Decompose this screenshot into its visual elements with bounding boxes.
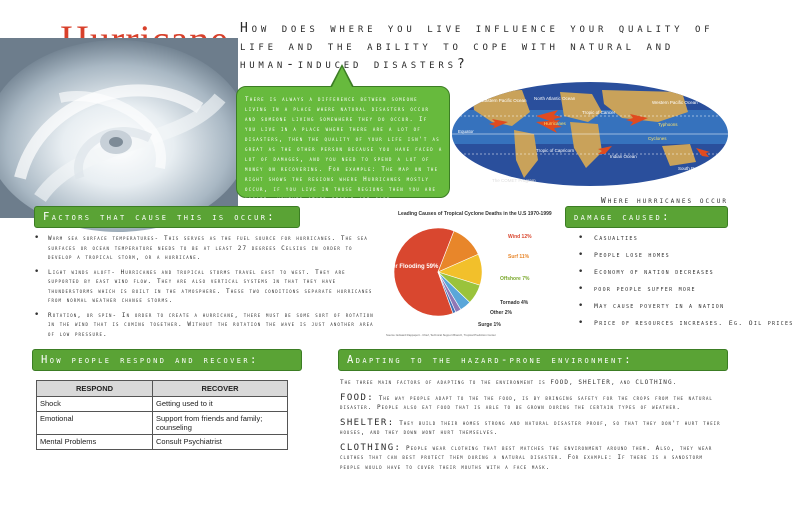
table-row (37, 435, 288, 450)
factors-heading: Factors that cause this is occur: (34, 206, 300, 228)
pie-data-label: Surge 1% (478, 322, 501, 328)
table-cell: Emotional (37, 412, 153, 435)
respond-heading: How people respond and recover: (32, 349, 302, 371)
chart-source: Source: Edward Rappaport - Chief, Technical Support Branch, Tropical Prediction Center (386, 333, 496, 337)
map-credit: The COMET Program (492, 178, 536, 183)
map-label-eastern-pacific: Eastern Pacific Ocean (482, 98, 527, 103)
pie-data-label: Surf 11% (508, 254, 530, 260)
damage-heading: damage caused: (565, 206, 728, 228)
deaths-pie-chart (365, 208, 570, 340)
adapt-section (340, 378, 728, 478)
food-text: The way people adapt to the the food, is by bringing safety for the crops from the natural disaster. People also eat food that is able to be grown during the certain types of weather. (340, 394, 713, 411)
list-item: • Light winds aloft- Hurricanes and tropical storms travel east to west. They are supported by east wind flow. They are also vertical systems in that they have thunderstorms which is built in the atmosphere. These two conditions separate hurricanes from normal weather change storms. (34, 268, 378, 306)
pie-data-label: Wind 12% (508, 234, 532, 240)
table-cell: Consult Psychiatrist (153, 435, 288, 450)
map-label-indian-ocean: Indian Ocean (610, 154, 637, 159)
list-item: • Rotation, or spin- In order to create a hurricane, there must be some sort of rotation in the wind that is coming together. Without the rotation the wave is just another area of low pressure. (34, 311, 378, 340)
map-label-cyclones: Cyclones (648, 136, 667, 141)
map-label-typhoons: Typhoons (658, 122, 678, 127)
list-item: • Price of resources increases. Eg. Oil prices (578, 319, 728, 328)
callout-box (236, 86, 450, 203)
callout-text: There is always a difference between someone living in a place where natural disasters occur and someone living somewhere they do occur. If you live in a place where there are a lot of disasters, then the quality of your life isn't as great as the other person because you have faced a lot of damages, and you need to spend a lot of money on recovering. For example: The map on the right shows the regions where Hurricanes mostly occur, if you live in those regions then you are unsafe, however other people are safe. (245, 97, 443, 203)
hurricane-regions-map (452, 82, 728, 186)
clothing-keyword: CLOTHING: (340, 442, 402, 453)
column-header-recover: RECOVER (153, 381, 288, 397)
adapt-food (340, 394, 728, 413)
adapt-shelter (340, 419, 728, 438)
map-label-tropic-capricorn: Tropic of Capricorn (536, 148, 575, 153)
pie-data-label: Freshwater Flooding 59% (365, 264, 439, 270)
damage-list (578, 234, 794, 336)
table-cell: Getting used to it (153, 397, 288, 412)
table-cell: Support from friends and family; counseling (153, 412, 288, 435)
food-keyword: FOOD: (340, 392, 375, 403)
column-header-respond: RESPOND (37, 381, 153, 397)
map-label-south-pacific: South Pacific Ocean (678, 166, 719, 171)
map-label-hurricanes: Hurricanes (544, 121, 566, 126)
pie-data-label: Other 2% (490, 310, 512, 316)
list-item: • Casualties (578, 234, 728, 243)
table-row (37, 397, 288, 412)
shelter-text: They build their homes strong and natural disaster proof, so that they don't hurt their houses, and they down wont hurt themselves. (340, 419, 721, 436)
shelter-keyword: SHELTER: (340, 417, 395, 428)
table-cell: Shock (37, 397, 153, 412)
callout-tail-fill (332, 67, 352, 87)
map-label-equator: Equator (458, 129, 474, 134)
chart-title: Leading Causes of Tropical Cyclone Deaths in the U.S 1970-1999 (398, 211, 552, 217)
pie-data-label: Offshore 7% (500, 276, 530, 282)
table-cell: Mental Problems (37, 435, 153, 450)
clothing-text: People wear clothing that best matches the environment around them. Also, they wear clothes that can best protect them during a natural disaster. For example: If there is a sandstorm people would have to cover their mouths with a face mask. (340, 444, 713, 471)
list-item: • People lose homes (578, 251, 728, 260)
list-item: • Economy of nation decreases (578, 268, 728, 277)
adapt-intro: The three main factors of adapting to the environment is FOOD, SHELTER, and CLOTHING. (340, 379, 678, 386)
map-label-north-atlantic: North Atlantic Ocean (534, 96, 576, 101)
list-item: • Warm sea surface temperatures- This serves as the fuel source for hurricanes. The sea surfaces or ocean temperature needs to be at least 27 degrees Celsius in order to develop a tropical storm, or a hurricane. (34, 234, 378, 263)
table-row (37, 412, 288, 435)
pie-data-label: Tornado 4% (500, 300, 529, 306)
hurricane-satellite-image (0, 38, 238, 218)
map-caption: Where hurricanes occur (600, 196, 728, 205)
list-item: • May cause poverty in a nation (578, 302, 728, 311)
map-label-tropic-cancer: Tropic of Cancer (582, 110, 616, 115)
factors-list (34, 234, 378, 344)
adapt-heading: Adapting to the hazard-prone environment: (338, 349, 728, 371)
respond-recover-table (36, 380, 288, 450)
adapt-clothing (340, 444, 728, 473)
guiding-question: How does where you live influence your quality of life and the ability to cope with natural and human-induced disasters? (240, 21, 714, 72)
map-label-western-pacific: Western Pacific Ocean (652, 100, 698, 105)
list-item: • poor people suffer more (578, 285, 728, 294)
